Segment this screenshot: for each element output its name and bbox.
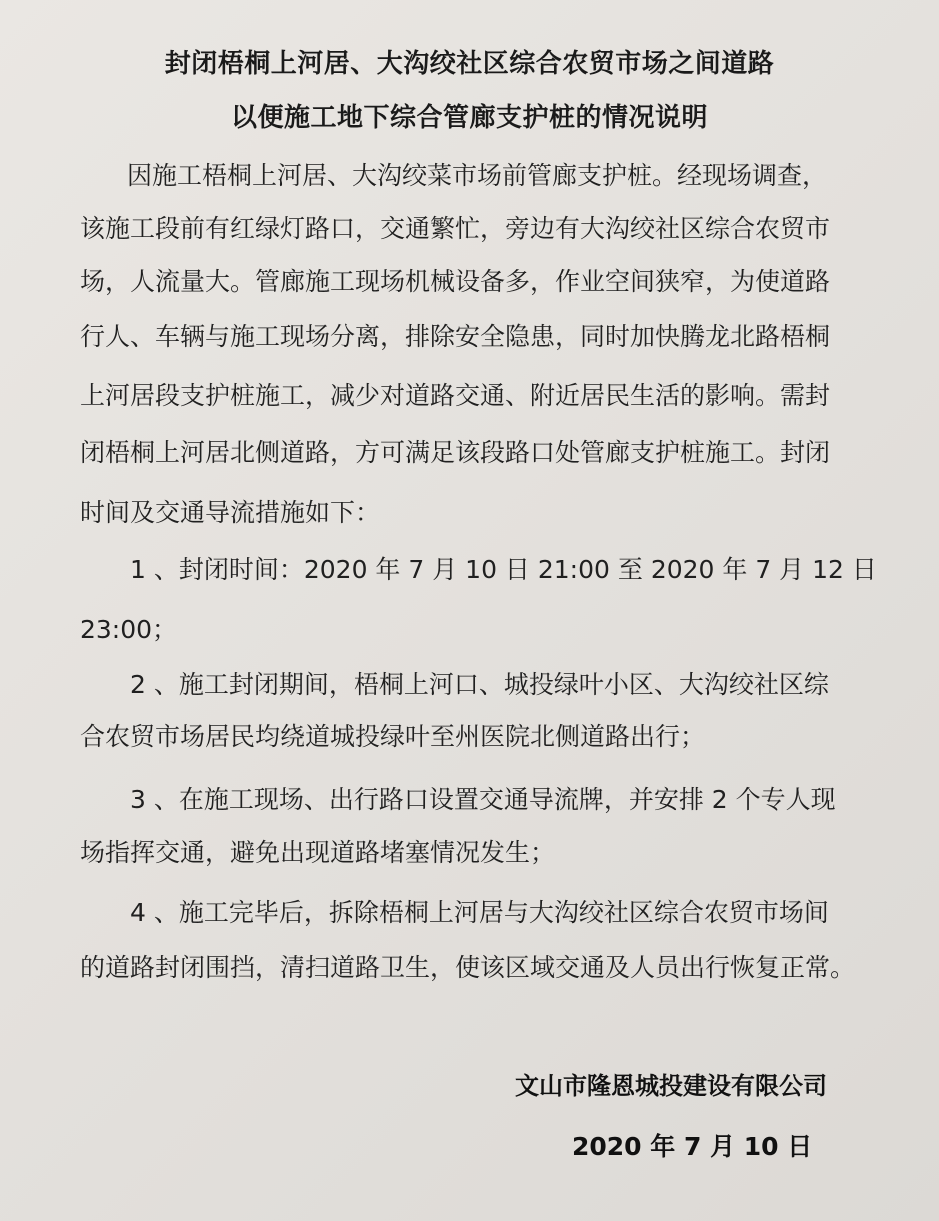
body-line: 上河居段支护桩施工，减少对道路交通、附近居民生活的影响。需封 [80, 381, 831, 410]
measure-3-line-2: 场指挥交通，避免出现道路堵塞情况发生； [80, 838, 556, 867]
measure-1-line-2: 23:00； [80, 615, 178, 644]
measure-2-line-1: 2 、施工封闭期间，梧桐上河口、城投绿叶小区、大沟绞社区综 [130, 670, 829, 699]
body-line: 闭梧桐上河居北侧道路，方可满足该段路口处管廊支护桩施工。封闭 [80, 438, 831, 467]
measure-3-line-1: 3 、在施工现场、出行路口设置交通导流牌，并安排 2 个专人现 [130, 785, 836, 814]
measure-1-line-1: 1 、封闭时间：2020 年 7 月 10 日 21:00 至 2020 年 7 月 12 日 [130, 555, 877, 584]
measure-4-line-1: 4 、施工完毕后，拆除梧桐上河居与大沟绞社区综合农贸市场间 [130, 898, 829, 927]
document-title-line-2: 以便施工地下综合管廊支护桩的情况说明 [230, 103, 708, 133]
body-line: 因施工梧桐上河居、大沟绞菜市场前管廊支护桩。经现场调查， [127, 161, 828, 190]
measure-2-line-2: 合农贸市场居民均绕道城投绿叶至州医院北侧道路出行； [80, 722, 706, 751]
body-line: 该施工段前有红绿灯路口，交通繁忙，旁边有大沟绞社区综合农贸市 [80, 214, 831, 243]
measure-4-line-2: 的道路封闭围挡，清扫道路卫生，使该区域交通及人员出行恢复正常。 [80, 953, 856, 982]
document-title-line-1: 封闭梧桐上河居、大沟绞社区综合农贸市场之间道路 [164, 49, 775, 79]
signature-company: 文山市隆恩城投建设有限公司 [515, 1072, 827, 1100]
signature-date: 2020 年 7 月 10 日 [572, 1132, 813, 1161]
body-line: 行人、车辆与施工现场分离，排除安全隐患，同时加快腾龙北路梧桐 [80, 322, 831, 351]
body-line: 场，人流量大。管廊施工现场机械设备多，作业空间狭窄，为使道路 [80, 267, 831, 296]
body-line: 时间及交通导流措施如下： [80, 498, 381, 527]
